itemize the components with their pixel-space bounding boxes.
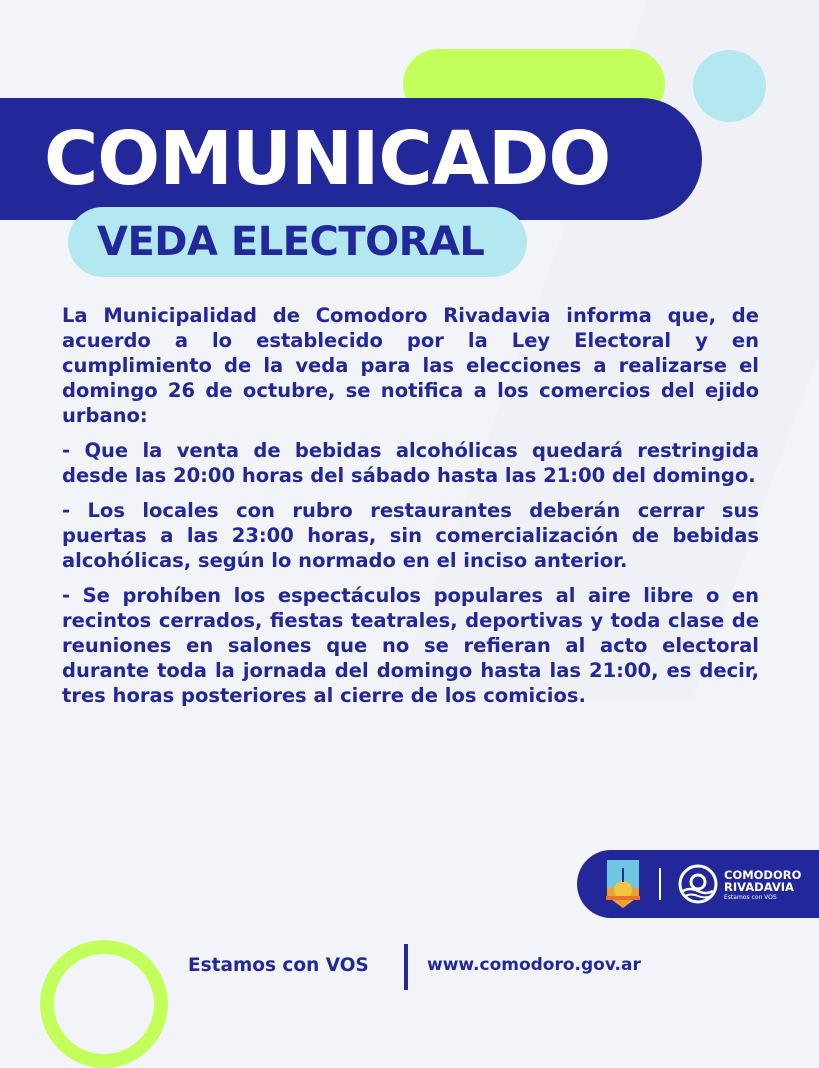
announcement-body — [62, 303, 759, 718]
coat-of-arms-icon — [604, 858, 642, 910]
paragraph-item: - Los locales con rubro restaurantes deberán cerrar sus puertas a las 23:00 horas, sin comercialización de bebidas alcohólicas, según lo normado en el inciso anterior. — [62, 499, 759, 572]
municipal-logo-icon — [678, 864, 718, 904]
paragraph-intro: La Municipalidad de Comodoro Rivadavia informa que, de acuerdo a lo establecido por la Ley Electoral y en cumplimiento de la veda para las elecciones a realizarse el domingo 26 de octubre, se notifica a los comercios del ejido urbano: — [62, 304, 759, 427]
decorative-green-ring — [40, 940, 168, 1068]
page-subtitle: VEDA ELECTORAL — [97, 219, 485, 265]
footer-website-link[interactable]: www.comodoro.gov.ar — [427, 955, 641, 975]
brand-wordmark: COMODORO RIVADAVIA Estamos con VOS — [724, 868, 802, 901]
paragraph-item: - Que la venta de bebidas alcohólicas quedará restringida desde las 20:00 horas del sábado hasta las 21:00 del domingo. — [62, 439, 759, 487]
decorative-cyan-circle — [693, 50, 766, 122]
page-title: COMUNICADO — [44, 116, 611, 202]
footer-divider — [404, 944, 408, 990]
logo-divider — [659, 868, 661, 900]
footer-slogan: Estamos con VOS — [188, 955, 369, 976]
paragraph-item: - Se prohíben los espectáculos populares al aire libre o en recintos cerrados, fiestas teatrales, deportivas y toda clase de reuniones en salones que no se refieran al acto electoral durante toda la jornada del domingo hasta las 21:00, es decir, tres horas posteriores al cierre de los comicios. — [62, 584, 759, 707]
